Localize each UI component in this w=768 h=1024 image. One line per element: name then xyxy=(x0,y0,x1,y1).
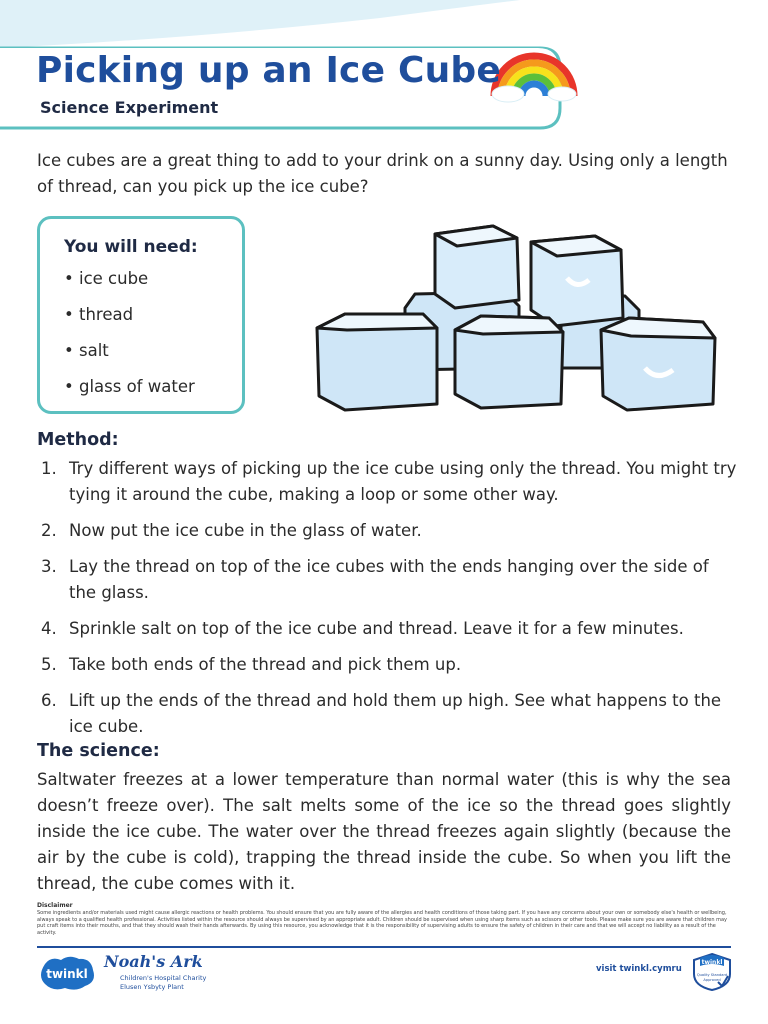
visit-link[interactable]: visit twinkl.cymru xyxy=(596,964,682,974)
materials-list xyxy=(64,261,242,405)
step-number: 3. xyxy=(41,557,57,576)
ice-cubes-illustration xyxy=(305,218,725,418)
badge-line-2: Approved xyxy=(703,978,721,982)
intro-paragraph: Ice cubes are a great thing to add to your drink on a sunny day. Using only a length of thread, can you pick up the ice cube? xyxy=(37,151,728,196)
materials-item: • glass of water xyxy=(64,369,242,405)
method-heading: Method: xyxy=(37,430,119,450)
step-text: Try different ways of picking up the ice cube using only the thread. You might try tying it around the cube, making a loop or some other way. xyxy=(69,459,737,504)
you-will-need-box xyxy=(37,216,245,414)
step-number: 4. xyxy=(41,619,57,638)
twinkl-logo-text: twinkl xyxy=(46,967,88,981)
page-subtitle: Science Experiment xyxy=(40,98,219,117)
badge-logo-text: twinkl xyxy=(701,959,723,966)
science-heading: The science: xyxy=(37,741,160,761)
noahs-ark-subtitle: Children's Hospital Charity xyxy=(120,974,207,982)
method-step xyxy=(37,616,737,642)
step-number: 2. xyxy=(41,521,57,540)
noahs-ark-subtitle-welsh: Elusen Ysbyty Plant xyxy=(120,983,184,991)
step-number: 6. xyxy=(41,691,57,710)
science-paragraph: Saltwater freezes at a lower temperature than normal water (this is why the sea doesn’t freeze over). The salt melts some of the ice so the thread goes slightly inside the ice cube. The water over the thread freezes again slightly (because the air by the cube is cold), trapping the thread inside the cube. So when you lift the thread, the cube comes with it. xyxy=(37,770,731,893)
method-step xyxy=(37,652,737,678)
badge-line-1: Quality Standard xyxy=(696,973,728,977)
method-step xyxy=(37,554,737,606)
step-number: 1. xyxy=(41,459,57,478)
footer-divider xyxy=(37,946,731,948)
page-title: Picking up an Ice Cube xyxy=(36,50,501,91)
quality-standard-badge-icon xyxy=(690,952,734,992)
method-steps-list xyxy=(37,456,737,750)
method-step xyxy=(37,688,737,740)
method-step xyxy=(37,518,737,544)
step-text: Lay the thread on top of the ice cubes with the ends hanging over the side of the glass. xyxy=(69,557,709,602)
materials-item: • thread xyxy=(64,297,242,333)
step-text: Lift up the ends of the thread and hold them up high. See what happens to the ice cube. xyxy=(69,691,722,736)
step-text: Now put the ice cube in the glass of water. xyxy=(69,521,422,540)
noahs-ark-logo: Noah's Ark xyxy=(104,952,203,971)
step-text: Sprinkle salt on top of the ice cube and thread. Leave it for a few minutes. xyxy=(69,619,684,638)
twinkl-logo[interactable] xyxy=(37,954,97,992)
disclaimer-heading: Disclaimer xyxy=(37,902,73,909)
method-step xyxy=(37,456,737,508)
step-text: Take both ends of the thread and pick them up. xyxy=(69,655,462,674)
step-number: 5. xyxy=(41,655,57,674)
disclaimer-text: Some ingredients and/or materials used might cause allergic reactions or health problems. You should ensure that you are fully aware of the allergies and health conditions of those taking part. If you have any concerns about your own or somebody else's health or wellbeing, always speak to a qualified health professional. Activities listed within the resource should always be supervised by an appropriate adult. Children should be supervised when using sharp items such as scissors or other tools. Please make sure you are aware that children may put craft items into their mouths, and that they should wash their hands afterwards. By using this resource, you acknowledge that it is the responsibility of supervising adults to ensure the safety of children in their care and that we will accept no liability as a result of the activity. xyxy=(37,910,728,936)
materials-item: • salt xyxy=(64,333,242,369)
materials-item: • ice cube xyxy=(64,261,242,297)
you-will-need-title: You will need: xyxy=(64,237,198,257)
